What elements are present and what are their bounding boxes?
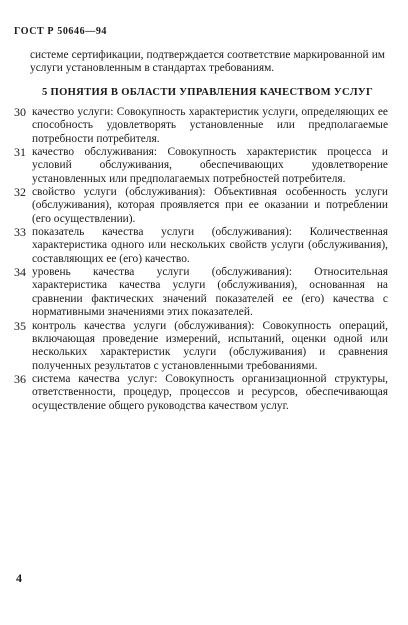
term-entry (14, 320, 388, 373)
term-entry (14, 373, 388, 413)
term-text: показатель качества услуги (обслуживания): Количественная характеристика одного или нескольких свойств услуги (обслуживания), составляющих ее (его) качество. (32, 226, 388, 265)
term-number: 35 (14, 318, 26, 333)
term-entry (14, 146, 388, 186)
page-number: 4 (16, 571, 22, 585)
term-text: качество услуги: Совокупность характеристик услуги, определяющих ее способность удовлетворять установленные или предполагаемые потребности потребителя. (32, 106, 388, 145)
term-entry (14, 266, 388, 319)
term-number: 32 (14, 185, 26, 200)
term-text: качество обслуживания: Совокупность характеристик процесса и условий обслуживания, обеспечивающих удовлетворение установленных или предполагаемых потребностей потребителя. (32, 146, 388, 185)
term-number: 36 (14, 371, 26, 386)
term-text: контроль качества услуги (обслуживания): Совокупность операций, включающая проведение измерений, испытаний, оценки одной или нескольких характеристик услуги (обслуживания) и сравнения полученных результатов с установленными требованиями. (32, 319, 388, 372)
term-number: 34 (14, 265, 26, 280)
section-title: 5 ПОНЯТИЯ В ОБЛАСТИ УПРАВЛЕНИЯ КАЧЕСТВОМ УСЛУГ (41, 87, 374, 98)
term-text: свойство услуги (обслуживания): Объективная особенность услуги (обслуживания), которая проявляется при ее оказании и потреблении (его осуществлении). (32, 186, 388, 225)
standard-header: ГОСТ Р 50646—94 (14, 26, 108, 37)
terms-list (14, 106, 388, 413)
intro-paragraph: системе сертификации, подтверждается соответствие маркированной им услуги установленным в стандартах требованиям. (30, 49, 385, 75)
term-number: 31 (14, 145, 26, 160)
term-number: 30 (14, 105, 26, 119)
term-text: система качества услуг: Совокупность организационной структуры, ответственности, процедур, процессов и ресурсов, обеспечивающая осуществление общего руководства качеством услуг. (32, 372, 388, 412)
term-text: уровень качества услуги (обслуживания): Относительная характеристика качества услуги (обслуживания), основанная на сравнении фактических значений показателей ее (его) качества с нормативными значениями этих показателей. (32, 266, 388, 319)
term-number: 33 (14, 225, 26, 240)
term-entry (14, 106, 388, 146)
term-entry (14, 186, 388, 226)
term-entry (14, 226, 388, 266)
